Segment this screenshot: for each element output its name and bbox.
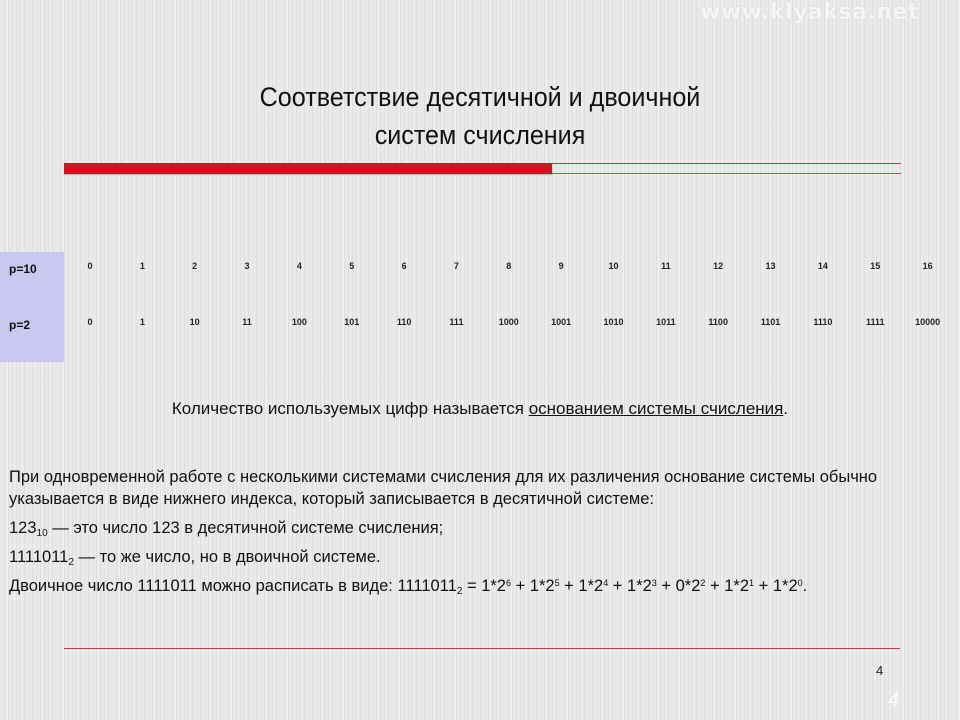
expansion-term-separator: + <box>559 577 579 595</box>
expansion-term-coefficient: 1*2 <box>724 577 750 595</box>
definition-sentence <box>0 399 960 419</box>
expansion-term-exponent: 5 <box>554 578 560 588</box>
example-binary-base: 2 <box>68 557 74 568</box>
body-text <box>9 466 939 604</box>
page-number: 4 <box>876 663 884 678</box>
expansion-equals: = <box>462 577 482 595</box>
expansion-terms <box>481 577 807 595</box>
expansion-term-exponent: 6 <box>505 578 511 588</box>
expansion-term-coefficient: 1*2 <box>578 577 604 595</box>
table-cell: 13 <box>765 261 776 271</box>
watermark: www.klyaksa.net <box>700 0 919 25</box>
definition-text: Количество используемых цифр называется <box>171 399 529 418</box>
table-cell: 12 <box>713 261 724 271</box>
table-cell: 5 <box>349 261 355 271</box>
table-cell: 4 <box>296 261 302 271</box>
table-cell: 6 <box>401 261 407 271</box>
expansion-term-coefficient: 1*2 <box>627 577 652 595</box>
expansion-term-coefficient: 1*2 <box>529 577 555 595</box>
example-decimal <box>9 517 939 539</box>
expansion-term-coefficient: 1*2 <box>772 577 798 595</box>
table-cell: 8 <box>506 261 512 271</box>
table-cell: 1001 <box>551 317 572 327</box>
table-cell: 3 <box>244 261 250 271</box>
table-cell: 1010 <box>603 317 624 327</box>
correspondence-table <box>0 252 960 362</box>
page-number-faded: 4 <box>888 690 899 711</box>
table-cell: 101 <box>344 317 360 327</box>
expansion-term-separator: + <box>608 577 628 595</box>
row-label-decimal: p=10 <box>9 262 37 276</box>
table-cell: 16 <box>922 261 933 271</box>
definition-term: основанием системы счисления <box>528 399 784 418</box>
title-line-1: Соответствие десятичной и двоичной <box>259 82 701 112</box>
expansion-term-exponent: 1 <box>749 578 755 588</box>
table-cell: 2 <box>192 261 198 271</box>
example-decimal-base: 10 <box>36 528 48 539</box>
table-cell: 7 <box>453 261 459 271</box>
table-cell: 1 <box>139 261 145 271</box>
intro-paragraph: При одновременной работе с несколькими системами счисления для их различения основание системы обычно указывается в виде нижнего индекса, который записывается в десятичной системе: <box>9 468 878 508</box>
table-cell: 100 <box>291 317 307 327</box>
expansion-term-separator: . <box>802 577 808 595</box>
table-cell: 1000 <box>498 317 519 327</box>
title-divider <box>64 163 901 174</box>
table-cell: 10 <box>189 317 200 327</box>
table-cell: 1011 <box>656 317 676 327</box>
table-cell: 1110 <box>813 317 833 327</box>
row-label-binary: p=2 <box>9 318 31 332</box>
expansion-term-exponent: 0 <box>797 578 803 588</box>
expansion-term-separator: + <box>656 577 676 595</box>
expansion-prefix: Двоичное число 1111011 можно расписать в виде: <box>9 577 398 595</box>
table-cell: 10 <box>608 261 619 271</box>
example-decimal-text: — это число 123 в десятичной системе счисления; <box>47 519 444 537</box>
expansion-paragraph <box>9 575 939 597</box>
table-cells <box>64 252 960 362</box>
table-cell: 10000 <box>915 317 941 327</box>
example-binary-text: — то же число, но в двоичной системе. <box>73 548 381 566</box>
bottom-divider <box>64 648 900 649</box>
table-cell: 1 <box>139 317 145 327</box>
expansion-term-coefficient: 1*2 <box>481 577 506 595</box>
table-cell: 9 <box>558 261 564 271</box>
example-binary <box>9 546 939 568</box>
expansion-term-separator: + <box>510 577 530 595</box>
table-cell: 110 <box>396 317 412 327</box>
table-cell: 11 <box>242 317 252 327</box>
table-cell: 15 <box>870 261 881 271</box>
slide-title <box>89 78 870 154</box>
row-label-column <box>0 252 64 362</box>
table-cell: 0 <box>87 261 93 271</box>
expansion-number: 1111011 <box>397 577 457 595</box>
table-cell: 111 <box>449 317 464 327</box>
divider-red-bar <box>64 163 552 174</box>
table-cell: 11 <box>661 261 671 271</box>
table-cell: 14 <box>817 261 828 271</box>
table-cell: 1101 <box>760 317 781 327</box>
table-cell: 1111 <box>865 317 885 327</box>
example-decimal-number: 123 <box>9 519 37 537</box>
expansion-base: 2 <box>456 586 463 597</box>
definition-end: . <box>783 399 789 418</box>
expansion-term-coefficient: 0*2 <box>675 577 701 595</box>
expansion-term-separator: + <box>705 577 725 595</box>
example-binary-number: 1111011 <box>9 548 69 566</box>
expansion-term-separator: + <box>754 577 773 595</box>
divider-bottom-line <box>552 173 901 174</box>
expansion-term-exponent: 2 <box>700 578 706 588</box>
title-line-2: систем счисления <box>374 120 586 150</box>
table-cell: 0 <box>87 317 93 327</box>
expansion-term-exponent: 3 <box>651 578 657 588</box>
table-cell: 1100 <box>708 317 728 327</box>
expansion-term-exponent: 4 <box>603 578 609 588</box>
